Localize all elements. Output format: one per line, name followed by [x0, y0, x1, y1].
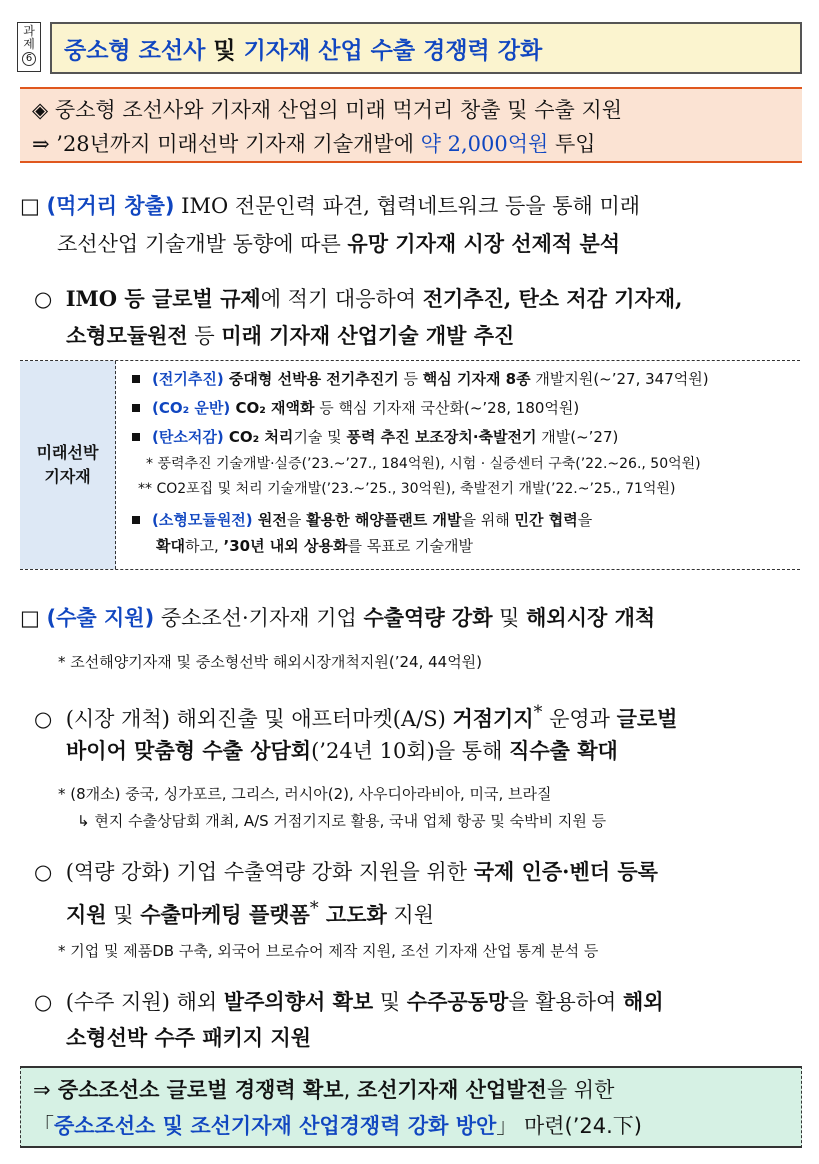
b1-tag: (시장 개척)	[65, 707, 170, 731]
b3-tag: (수주 지원)	[65, 990, 170, 1014]
summary-line-1: ◈ 중소형 조선사와 기자재 산업의 미래 먹거리 창출 및 수출 지원	[32, 98, 623, 122]
row-bold-2: 풍력 추진 보조장치·축발전기	[346, 428, 537, 446]
conclusion-comma: ,	[343, 1078, 357, 1102]
b2-bold: 국제 인증·벤더 등록	[473, 859, 658, 884]
section-1-bullet-line-1	[34, 279, 682, 319]
bracket-open: 「	[33, 1114, 54, 1138]
b3-plain-2: 및	[373, 990, 407, 1014]
table-label-line-2: 기자재	[44, 467, 91, 486]
b1-l2-bold-2: 직수출 확대	[509, 738, 618, 763]
badge-number: 6	[22, 52, 36, 66]
row4-line2-c: ’30년 내외 상용화	[223, 537, 348, 555]
section-1-line-2-bold: 유망 기자재 시장 선제적 분석	[347, 231, 621, 256]
s2-bullet-1-note-2: ↳ 현지 수출상담회 개최, A/S 거점기지로 활용, 국내 업체 항공 및 숙박비 지원 등	[77, 812, 607, 830]
section-1-line-2	[57, 224, 620, 264]
section-1-bullet-line-2	[66, 316, 514, 356]
page-title	[50, 22, 802, 74]
table-row	[128, 423, 800, 452]
row-bold-2: 핵심 기자재 8종	[422, 370, 531, 388]
section-1-heading	[20, 186, 640, 226]
b2-l2-c: 수출마케팅 플랫폼	[140, 902, 310, 927]
s2-bullet-1-note-1: * (8개소) 중국, 싱가포르, 그리스, 러시아(2), 사우디아라비아, 미국, 브라질	[58, 785, 552, 803]
summary-line-2-prefix: ⇒ ’28년까지 미래선박 기자재 기술개발에	[32, 132, 421, 156]
row4-line2-b: 하고,	[184, 537, 224, 555]
row4-d: 을 위해	[461, 511, 515, 529]
conclusion-plain-d: 을 위한	[546, 1078, 615, 1102]
row-mid: 등	[398, 370, 423, 388]
bullet-circle-icon: ○	[34, 287, 53, 311]
b1-bold-2: 글로벌	[616, 706, 678, 731]
table-row-label	[20, 361, 116, 569]
section-checkbox-icon: □	[20, 606, 40, 630]
plan-title: 중소조선소 및 조선기자재 산업경쟁력 강화 방안	[54, 1114, 497, 1138]
s2-bullet-1-line-2	[66, 731, 618, 771]
row4-b: 을	[286, 511, 307, 529]
s2-line-d: 해외시장 개척	[526, 605, 656, 630]
row4-line2-a: 확대	[156, 537, 185, 555]
b1-l2-bold: 바이어 맞춤형 수출 상담회	[66, 738, 312, 763]
s2-line-c: 및	[492, 606, 527, 630]
title-part-3: 기자재 산업 수출 경쟁력 강화	[243, 37, 543, 64]
bullet-line2-bold-a: 소형모듈원전	[66, 323, 188, 348]
title-part-2: 및	[213, 37, 236, 64]
arrow-icon: ⇒	[33, 1078, 51, 1102]
bullet-line2-bold-c: 미래 기자재 산업기술 개발 추진	[221, 323, 515, 348]
b3-l2: 소형선박 수주 패키지 지원	[66, 1025, 312, 1050]
row-tag: (전기추진)	[152, 370, 224, 388]
summary-line-2-suffix: 투입	[548, 132, 596, 156]
table-row	[128, 365, 800, 394]
table-row	[128, 506, 800, 535]
row-tag: (소형모듈원전)	[152, 511, 253, 529]
square-bullet-icon	[132, 375, 140, 383]
bullet-plain-b: 에 적기 대응하여	[260, 287, 423, 311]
bracket-close: 」	[496, 1114, 518, 1138]
conclusion-box	[20, 1066, 802, 1148]
s2-bullet-2-note: * 기업 및 제품DB 구축, 외국어 브로슈어 제작 지원, 조선 기자재 산업 통계 분석 등	[58, 942, 599, 960]
task-number-badge	[17, 22, 41, 72]
badge-char-2: 제	[23, 37, 35, 51]
section-1-line-2-plain: 조선산업 기술개발 동향에 따른	[57, 232, 348, 256]
s2-line-b: 수출역량 강화	[363, 605, 493, 630]
row-bold: 중대형 선박용 전기추진기	[223, 370, 399, 388]
b1-plain: 해외진출 및 애프터마켓(A/S)	[169, 707, 453, 731]
section-checkbox-icon: □	[20, 194, 40, 218]
conclusion-rest: 마련(’24.下)	[517, 1114, 642, 1138]
s2-bullet-3-line-2	[66, 1018, 311, 1058]
b1-sup: *	[533, 703, 543, 723]
b2-l2-a: 지원	[66, 902, 107, 927]
conclusion-bold-a: 중소조선소 글로벌 경쟁력 확보	[50, 1078, 344, 1102]
row-bold: CO₂ 재액화	[230, 399, 315, 417]
section-2-tag: (수출 지원)	[46, 606, 155, 630]
s2-bullet-2-line-1	[34, 852, 658, 892]
bullet-circle-icon: ○	[34, 860, 53, 884]
b1-l2-plain: (’24년 10회)을 통해	[311, 739, 510, 763]
row4-c: 활용한 해양플랜트 개발	[306, 511, 462, 529]
row4-e: 민간 협력	[514, 511, 578, 529]
b3-bold: 발주의향서 확보	[223, 989, 374, 1014]
row-rest: 개발(~’27)	[536, 428, 619, 446]
b2-plain: 기업 수출역량 강화 지원을 위한	[169, 860, 474, 884]
table-row	[128, 394, 800, 423]
section-1-tag: (먹거리 창출)	[46, 194, 175, 218]
b2-l2-e: 지원	[386, 903, 434, 927]
row-mid: 기술 및	[293, 428, 347, 446]
bullet-bold-a: IMO 등 글로벌 규제	[65, 286, 261, 311]
row4-a: 원전	[252, 511, 287, 529]
row-rest: 등 핵심 기자재 국산화(~’28, 180억원)	[314, 399, 580, 417]
b2-sup: *	[309, 899, 319, 919]
b2-l2-d: 고도화	[318, 902, 387, 927]
row-tag: (탄소저감)	[152, 428, 224, 446]
bullet-circle-icon: ○	[34, 990, 53, 1014]
table-body	[128, 365, 800, 557]
title-part-1: 중소형 조선사	[64, 37, 206, 64]
b1-bold: 거점기지	[452, 706, 534, 731]
summary-budget-highlight: 약 2,000억원	[420, 132, 549, 156]
s2-line-a: 중소조선·기자재 기업	[154, 606, 364, 630]
b1-plain-2: 운영과	[542, 707, 617, 731]
row4-f: 을	[577, 511, 593, 529]
b3-plain: 해외	[169, 990, 224, 1014]
square-bullet-icon	[132, 516, 140, 524]
row-rest: 개발지원(~’27, 347억원)	[530, 370, 709, 388]
badge-char-1: 과	[23, 24, 35, 38]
s2-bullet-3-line-1	[34, 982, 664, 1022]
conclusion-bold-c: 조선기자재 산업발전	[356, 1078, 547, 1102]
bullet-line2-plain: 등	[187, 324, 222, 348]
future-equipment-table	[20, 360, 800, 570]
b3-bold-2: 수주공동망	[406, 989, 509, 1014]
summary-line-2	[32, 127, 790, 161]
s2-bullet-2-line-2	[66, 889, 434, 935]
row4-line2-d: 를 목표로 기술개발	[347, 537, 473, 555]
conclusion-line-1	[33, 1072, 789, 1108]
table-footnote-2: ** CO2포집 및 처리 기술개발(’23.~’25., 30억원), 축발전기 개발(’22.~’25., 71억원)	[138, 481, 676, 497]
b3-bold-3: 해외	[623, 989, 664, 1014]
section-2-footnote: * 조선해양기자재 및 중소형선박 해외시장개척지원(’24, 44억원)	[58, 653, 483, 671]
b2-tag: (역량 강화)	[65, 860, 170, 884]
section-1-line-1: IMO 전문인력 파견, 협력네트워크 등을 통해 미래	[174, 194, 641, 218]
section-2-heading	[20, 598, 655, 638]
b3-plain-3: 을 활용하여	[508, 990, 624, 1014]
summary-box	[20, 87, 802, 163]
square-bullet-icon	[132, 433, 140, 441]
row-tag: (CO₂ 운반)	[152, 399, 231, 417]
conclusion-line-2	[33, 1108, 789, 1144]
bullet-bold-c: 전기추진, 탄소 저감 기자재,	[422, 286, 683, 311]
table-row-continuation	[128, 535, 800, 557]
square-bullet-icon	[132, 404, 140, 412]
table-footnote-1: * 풍력추진 기술개발·실증(’23.~’27., 184억원), 시험 · 실증센터 구축(’22.~26., 50억원)	[146, 456, 701, 472]
bullet-circle-icon: ○	[34, 707, 53, 731]
table-label-line-1: 미래선박	[36, 443, 99, 462]
b2-l2-b: 및	[106, 903, 141, 927]
row-bold: CO₂ 처리	[223, 428, 294, 446]
